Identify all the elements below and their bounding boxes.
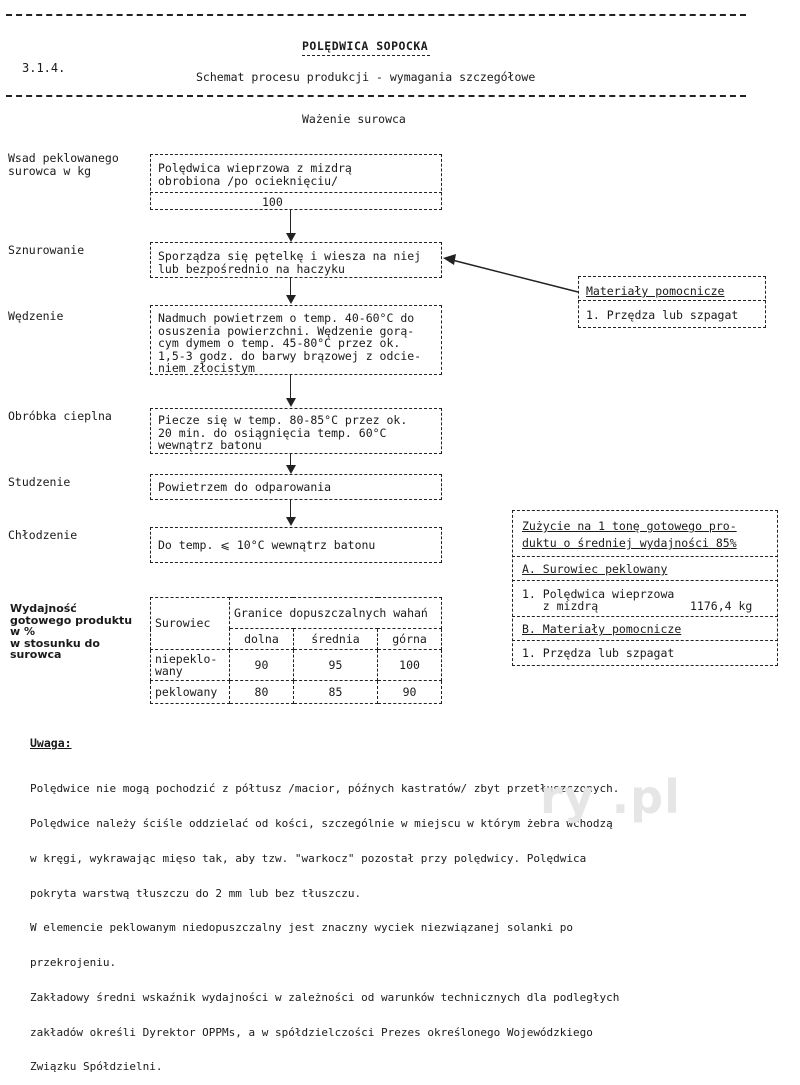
step-text-sznurowanie: Sporządza się pętelkę i wiesza na niej lub bezpośrednio na haczyku (158, 249, 422, 276)
consumption-title-1: Zużycie na 1 tonę gotowego pro- (522, 519, 737, 533)
connector-5 (290, 500, 291, 518)
note-line: Zakładowy średni wskaźnik wydajności w zależności od warunków technicznych dla podległych (30, 990, 620, 1004)
note-line: pokryta warstwą tłuszczu do 2 mm lub bez tłuszczu. (30, 886, 362, 900)
process-heading: Ważenie surowca (302, 112, 406, 126)
yield-row-name: peklowany (151, 681, 230, 704)
step-label-sznurowanie: Sznurowanie (8, 243, 85, 257)
yield-label-4: w stosunku do (10, 636, 100, 650)
step-label-wsad: Wsad peklowanego surowca w kg (8, 151, 119, 178)
step-box-wsad-divider (150, 192, 442, 193)
note-line: w kręgi, wykrawając mięso tak, aby tzw. "warkocz" pozostał przy polędwicy. Polędwica (30, 851, 587, 865)
step-label-chlodzenie: Chłodzenie (8, 528, 78, 542)
note-line: Polędwice nie mogą pochodzić z półtusz /macior, późnych kastratów/ zbyt przetłuszczonych. (30, 782, 620, 796)
yield-row-high: 100 (378, 650, 442, 681)
yield-row-low: 90 (230, 650, 294, 681)
consumption-title-2: duktu o średniej wydajności 85% (522, 536, 737, 550)
note-line: przekrojeniu. (30, 956, 117, 970)
connector-3 (290, 375, 291, 399)
yield-label-2: gotowego produktu (10, 613, 133, 627)
yield-col-low: dolna (230, 629, 294, 650)
consumption-item-b: 1. Przędza lub szpagat (522, 646, 675, 660)
table-row (151, 681, 442, 704)
yield-row-high: 90 (378, 681, 442, 704)
top-rule (6, 14, 746, 16)
note-line: Polędwice należy ściśle oddzielać od kości, szczególnie w miejscu w którym żebra wchodzą (30, 816, 613, 830)
arrow-1-icon (286, 233, 296, 242)
yield-row-low: 80 (230, 681, 294, 704)
step-text-wedzenie: Nadmuch powietrzem o temp. 40-60°C do osuszenia powierzchni. Wędzenie gorą- cym dymem o temp. 45-80°C przez ok. 1,5-3 godz. do barwy brązowej z odcie- niem złocistym (158, 311, 422, 375)
consumption-item-a-1: 1. Polędwica wieprzowa (522, 587, 675, 601)
aux-arrow-head-icon (443, 254, 456, 265)
subtitle: Schemat procesu produkcji - wymagania szczegółowe (196, 70, 536, 84)
consumption-divider-3 (512, 616, 778, 617)
section-number: 3.1.4. (22, 61, 66, 75)
step-text-obrobka: Piecze się w temp. 80-85°C przez ok. 20 min. do osiągnięcia temp. 60°C wewnątrz batonu (158, 413, 408, 452)
watermark: ry .pl (540, 770, 681, 824)
yield-row-name: niepeklo- wany (151, 650, 230, 681)
consumption-item-a-value: 1176,4 kg (690, 599, 753, 613)
notes-body (30, 760, 619, 1085)
aux-arrow-line (452, 260, 578, 292)
arrow-5-icon (286, 517, 296, 526)
aux-materials-title: Materiały pomocnicze (586, 284, 725, 298)
yield-label-3: w % (10, 625, 36, 638)
header-rule (6, 95, 746, 97)
note-line: zakładów określi Dyrektor OPPMs, a w spółdzielczości Prezes określonego Wojewódzkiego (30, 1025, 593, 1039)
yield-col-mid: średnia (293, 629, 377, 650)
product-title: POLĘDWICA SOPOCKA (302, 39, 429, 53)
consumption-item-a-2: z mizdrą (522, 599, 599, 613)
yield-row-mid: 95 (293, 650, 377, 681)
yield-header-limits: Granice dopuszczalnych wahań (230, 598, 442, 629)
title-underline (302, 55, 430, 56)
note-line: Związku Spółdzielni. (30, 1060, 163, 1074)
notes-title: Uwaga: (30, 736, 72, 750)
yield-header-row (151, 598, 442, 629)
step-text-chlodzenie: Do temp. ⩽ 10°C wewnątrz batonu (158, 538, 376, 552)
arrow-3-icon (286, 398, 296, 407)
connector-2 (290, 278, 291, 296)
step-label-wedzenie: Wędzenie (8, 309, 64, 323)
step-text-studzenie: Powietrzem do odparowania (158, 480, 332, 494)
yield-row-mid: 85 (293, 681, 377, 704)
yield-col-high: górna (378, 629, 442, 650)
aux-materials-divider (578, 300, 766, 301)
consumption-divider-4 (512, 640, 778, 641)
table-row (151, 650, 442, 681)
yield-label (10, 603, 132, 661)
step-text-wsad: Polędwica wieprzowa z mizdrą obrobiona /po ocieknięciu/ (158, 161, 352, 188)
yield-header-raw: Surowiec (151, 598, 230, 650)
note-line: W elemencie peklowanym niedopuszczalny jest znaczny wyciek niezwiązanej solanki po (30, 921, 574, 935)
yield-table (150, 597, 442, 704)
yield-label-5: surowca (10, 648, 62, 661)
consumption-divider-2 (512, 580, 778, 581)
aux-materials-item: 1. Przędza lub szpagat (586, 308, 739, 322)
consumption-divider-1 (512, 556, 778, 557)
consumption-section-a-text: A. Surowiec peklowany (522, 562, 668, 576)
consumption-section-a (522, 563, 667, 576)
arrow-2-icon (286, 295, 296, 304)
step-label-obrobka: Obróbka cieplna (8, 409, 112, 423)
step-value-wsad: 100 (262, 195, 283, 209)
consumption-section-b: B. Materiały pomocnicze (522, 622, 682, 636)
arrow-4-icon (286, 465, 296, 474)
yield-label-1: Wydajność (10, 602, 77, 615)
connector-1 (290, 210, 291, 234)
step-label-studzenie: Studzenie (8, 475, 71, 489)
